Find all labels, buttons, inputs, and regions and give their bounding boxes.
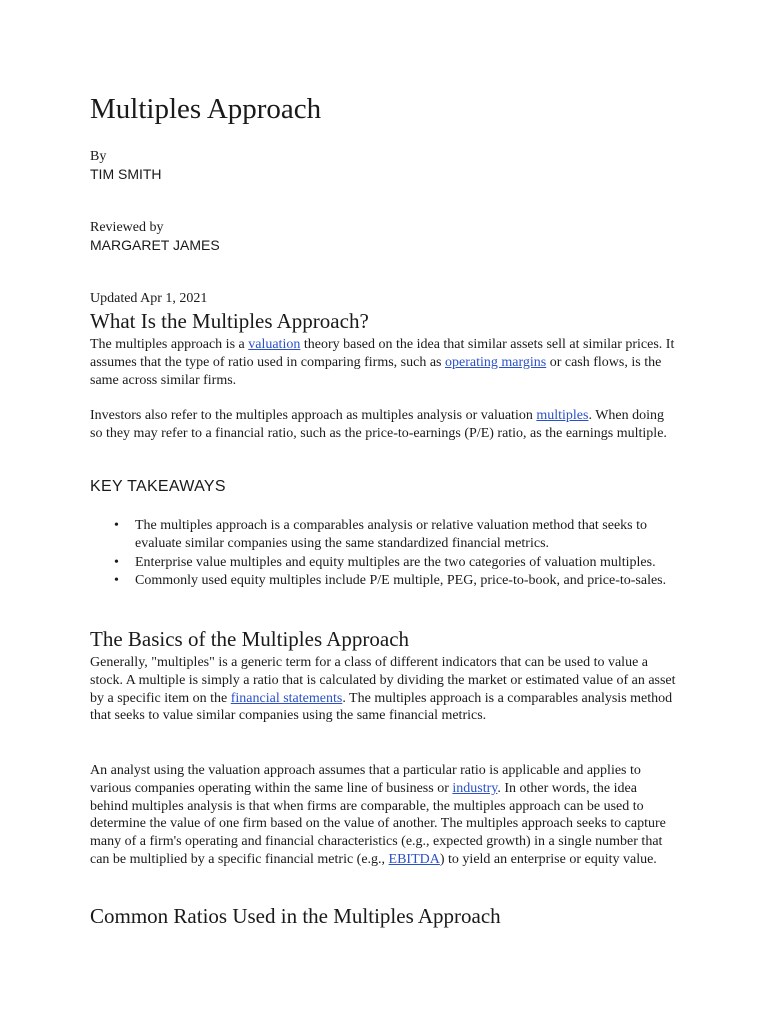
key-takeaways-heading: KEY TAKEAWAYS xyxy=(90,478,226,495)
text-span: Investors also refer to the multiples approach as multiples analysis or valuation xyxy=(90,408,537,423)
text-span: . The multiples approach is a comparables analysis method that seeks to value similar companies using the same financial metrics. xyxy=(90,690,673,724)
bullet-icon: • xyxy=(114,554,119,570)
paragraph-intro xyxy=(90,336,676,389)
text-span: theory based on the idea that similar assets sell at similar prices. It assumes that the type of ratio used in comparing firms, such as xyxy=(90,337,675,370)
section-heading-common-ratios: Common Ratios Used in the Multiples Approach xyxy=(90,904,501,928)
bullet-icon: • xyxy=(114,518,119,533)
text-span: The multiples approach is a xyxy=(90,337,249,352)
paragraph-generally xyxy=(90,654,676,725)
byline-label: By xyxy=(90,149,107,164)
text-span: . When doing so they may refer to a financial ratio, such as the price-to-earnings (P/E) ratio, as the earnings multiple. xyxy=(90,408,667,441)
section-heading-what-is: What Is the Multiples Approach? xyxy=(90,309,369,333)
paragraph-also-refer xyxy=(90,407,676,443)
page-title: Multiples Approach xyxy=(90,93,322,125)
text-span: ) to yield an enterprise or equity value. xyxy=(439,851,657,867)
text-span: Generally, "multiples" is a generic term for a class of different indicators that can be used to value a stock. A multiple is simply a ratio that is calculated by dividing the market or estimated value of an asset by a specific item on the xyxy=(90,655,676,706)
updated-date: Updated Apr 1, 2021 xyxy=(90,291,208,306)
list-item xyxy=(114,554,680,572)
author-name[interactable]: TIM SMITH xyxy=(90,166,162,182)
key-takeaways-list xyxy=(90,517,680,591)
list-item-text: Commonly used equity multiples include P/E multiple, PEG, price-to-book, and price-to-sales. xyxy=(135,573,667,589)
reviewer-label: Reviewed by xyxy=(90,220,164,235)
link-financial-statements[interactable]: financial statements xyxy=(230,690,343,706)
list-item-text: Enterprise value multiples and equity multiples are the two categories of valuation multiples. xyxy=(135,554,656,570)
link-industry[interactable]: industry xyxy=(452,780,498,796)
link-ebitda[interactable]: EBITDA xyxy=(388,851,440,867)
list-item xyxy=(114,517,680,553)
section-heading-basics: The Basics of the Multiples Approach xyxy=(90,627,410,651)
text-span: or cash flows, is the same across similar firms. xyxy=(90,354,662,388)
bullet-icon: • xyxy=(114,573,119,589)
reviewer-name[interactable]: MARGARET JAMES xyxy=(90,237,220,253)
text-span: . In other words, the idea behind multiples analysis is that when firms are comparable, the multiples approach can be used to determine the value of one firm based on the value of another. The multiples approach seeks to capture many of a firm's operating and financial characteristics (e.g., expected growth) in a single number that can be multiplied by a specific financial metric (e.g., xyxy=(90,780,666,867)
text-span: An analyst using the valuation approach assumes that a particular ratio is applicable and applies to various companies operating within the same line of business or xyxy=(90,763,641,796)
list-item xyxy=(114,572,680,590)
link-valuation[interactable]: valuation xyxy=(248,337,301,352)
list-item-text: The multiples approach is a comparables analysis or relative valuation method that seeks to evaluate similar companies using the same standardized financial metrics. xyxy=(135,518,648,551)
link-operating-margins[interactable]: operating margins xyxy=(444,354,547,370)
link-multiples[interactable]: multiples xyxy=(536,408,589,423)
paragraph-analyst xyxy=(90,762,676,869)
